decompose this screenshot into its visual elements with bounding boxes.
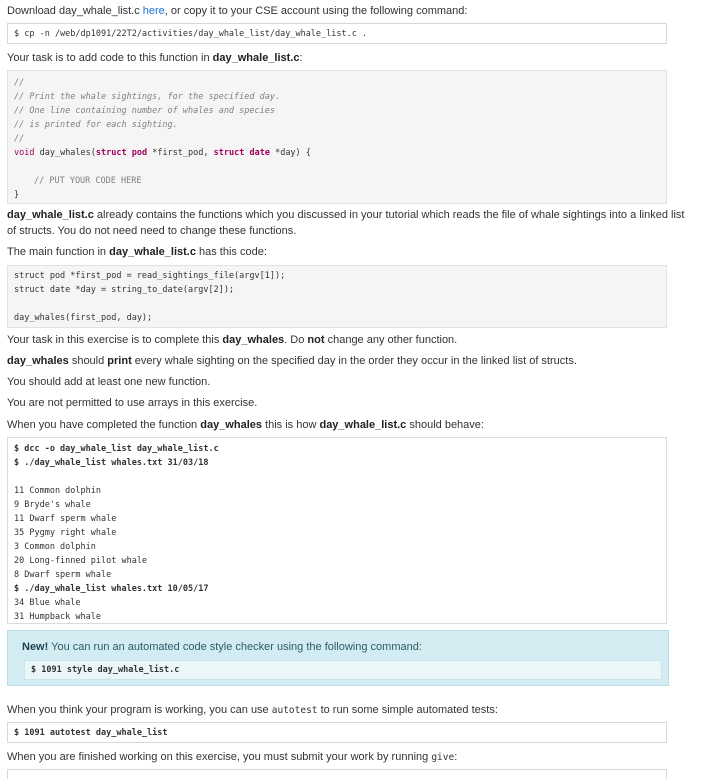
submit-text: When you are finished working on this exercise, you must submit your work by running give: — [7, 751, 458, 763]
main-code-line: struct pod *first_pod = read_sightings_file(argv[1]); — [14, 271, 286, 281]
note-heading: New! You can run an automated code style checker using the following command: — [22, 641, 422, 653]
main-text: The main function in day_whale_list.c has this code: — [7, 246, 267, 258]
style-command-box — [24, 660, 662, 680]
download-link[interactable]: here — [142, 5, 165, 17]
session-output-line: 11 Dwarf sperm whale — [14, 514, 117, 524]
session-output-line: 8 Dwarf sperm whale — [14, 570, 112, 580]
autotest-text: When you think your program is working, you can use autotest to run some simple automated tests: — [7, 704, 498, 716]
code-comment: // is printed for each sighting. — [14, 120, 178, 130]
session-output-line: 20 Long-finned pilot whale — [14, 556, 148, 566]
style-checker-note — [7, 630, 669, 686]
contains-text-1: day_whale_list.c already contains the functions which you discussed in your tutorial which reads the file of whale sightings into a linked list — [7, 209, 685, 221]
give-command-box — [7, 769, 667, 779]
intro-text: Download day_whale_list.c here, or copy it to your CSE account using the following command: — [7, 5, 468, 17]
complete-text: Your task in this exercise is to complete this day_whales. Do not change any other function. — [7, 334, 458, 346]
add-function-text: You should add at least one new function. — [7, 376, 211, 388]
session-output-block — [7, 437, 667, 624]
session-command: $ dcc -o day_whale_list day_whale_list.c — [14, 444, 219, 454]
code-closing-brace: } — [14, 190, 20, 200]
main-code-block — [7, 265, 667, 328]
code-placeholder-comment: // PUT YOUR CODE HERE — [34, 176, 142, 186]
session-command: $ ./day_whale_list whales.txt 10/05/17 — [14, 584, 209, 594]
style-command: $ 1091 style day_whale_list.c — [31, 665, 180, 675]
function-code-block — [7, 70, 667, 204]
session-output-line: 34 Blue whale — [14, 598, 81, 608]
contains-text-2: of structs. You do not need need to change these functions. — [7, 225, 297, 237]
no-arrays-text: You are not permitted to use arrays in this exercise. — [7, 397, 258, 409]
session-output-line: 3 Common dolphin — [14, 542, 96, 552]
copy-command: $ cp -n /web/dp1091/22T2/activities/day_whale_list/day_whale_list.c . — [14, 29, 368, 39]
session-output-line: 9 Bryde's whale — [14, 500, 91, 510]
session-command: $ ./day_whale_list whales.txt 31/03/18 — [14, 458, 209, 468]
session-output-line: 11 Common dolphin — [14, 486, 101, 496]
main-code-line: struct date *day = string_to_date(argv[2]); — [14, 285, 235, 295]
code-comment: // One line containing number of whales and species — [14, 106, 275, 116]
main-code-line: day_whales(first_pod, day); — [14, 313, 153, 323]
behave-text: When you have completed the function day_whales this is how day_whale_list.c should behave: — [7, 419, 484, 431]
autotest-command: $ 1091 autotest day_whale_list — [14, 728, 168, 738]
session-output-line: 35 Pygmy right whale — [14, 528, 117, 538]
autotest-command-box — [7, 722, 667, 743]
code-comment: // — [14, 78, 25, 88]
function-signature: void day_whales(struct pod *first_pod, struct date *day) { — [14, 148, 311, 158]
copy-command-box — [7, 23, 667, 44]
task-text: Your task is to add code to this function in day_whale_list.c: — [7, 52, 303, 64]
code-comment: // — [14, 134, 25, 144]
should-print-text: day_whales should print every whale sighting on the specified day in the order they occur in the linked list of structs. — [7, 355, 577, 367]
session-output-line: 31 Humpback whale — [14, 612, 101, 622]
code-comment: // Print the whale sightings, for the specified day. — [14, 92, 281, 102]
